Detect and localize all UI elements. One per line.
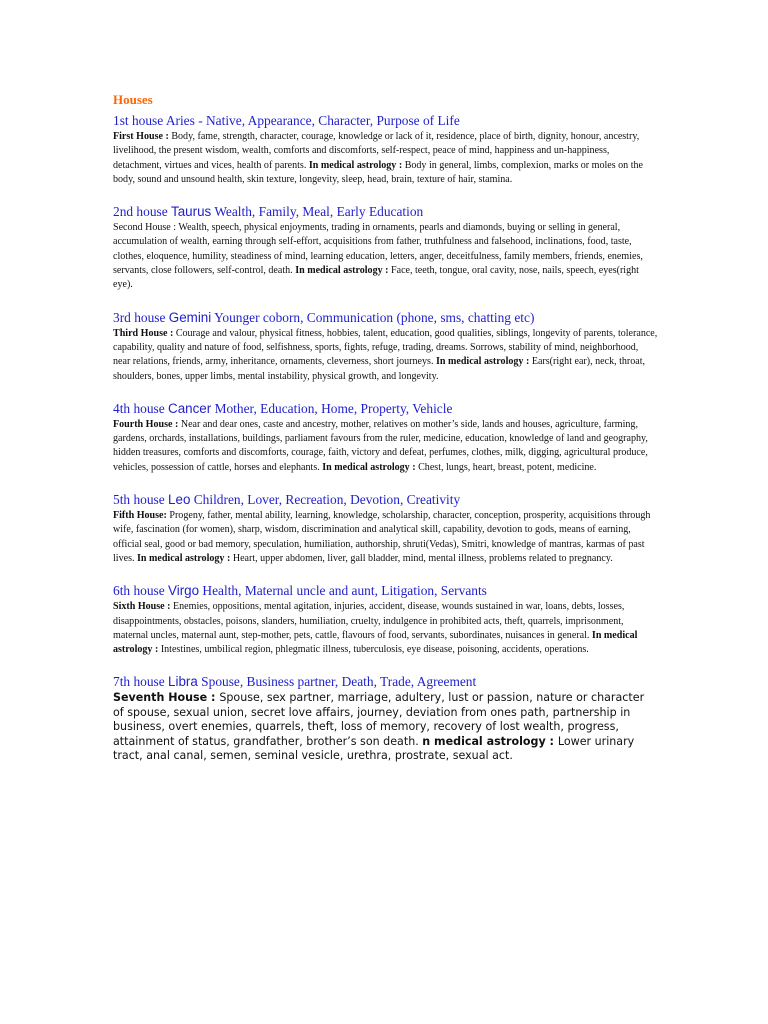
- house-text: Enemies, oppositions, mental agitation, injuries, accident, disease, wounds sustained in war, loans, debts, losses, disappointments, obstacles, poisons, slanders, humiliation, cruelty, indulgence in prohibited acts, theft, quarrels, imprisonment, maternal uncles, maternal aunt, step-mother, pets, cattle, flavours of food, servants, subordinates, nuisances in general.: [113, 601, 625, 641]
- medical-text: Ears(right ear), neck, throat, shoulders, bones, upper limbs, mental instability, physical growth, and longevity.: [113, 356, 646, 382]
- zodiac-sign: Virgo: [168, 583, 200, 599]
- house-text: Near and dear ones, caste and ancestry, mother, relatives on mother’s side, lands and houses, agriculture, farming, gardens, orchards, installations, buildings, parliament favours from the ruler, medicine, education, knowledge of land and geography, hidden treasures, comforts and discomforts, courage, faith, victory and defeat, perfumes, clothes, milk, digging, agricultural produce, vehicles, possession of cattle, horses and elephants.: [113, 418, 648, 473]
- house-topics: - Native, Appearance, Character, Purpose of Life: [194, 113, 460, 128]
- house-section-5: [113, 491, 658, 566]
- house-prefix: 6th house: [113, 583, 169, 599]
- medical-label: In medical astrology :: [113, 629, 638, 656]
- medical-label: In medical astrology :: [295, 265, 392, 277]
- house-prefix: 4th house: [113, 400, 169, 416]
- document-page: [113, 92, 658, 779]
- house-heading: [113, 491, 658, 508]
- house-heading: [113, 112, 658, 129]
- house-label: Fourth House :: [113, 418, 181, 430]
- zodiac-sign: Taurus: [171, 204, 212, 220]
- house-section-7: [113, 673, 658, 763]
- house-prefix: 7th house: [113, 674, 169, 690]
- house-topics: Health, Maternal uncle and aunt, Litigation, Servants: [199, 583, 487, 599]
- house-heading: [113, 309, 658, 326]
- house-section-1: [113, 112, 658, 187]
- document-title: Houses: [113, 92, 153, 107]
- house-heading: [113, 582, 658, 599]
- house-text: Spouse, sex partner, marriage, adultery, lust or passion, nature or character of spouse, sexual union, secret love affairs, journey, deviation from ones path, partnership in business, overt enemies, quarrels, theft, loss of memory, recovery of lost wealth, progress, attainment of status, grandfather, brother’s son death.: [113, 691, 645, 748]
- medical-label: In medical astrology :: [137, 552, 233, 564]
- house-topics: Mother, Education, Home, Property, Vehicle: [211, 400, 453, 416]
- house-text: Progeny, father, mental ability, learning, knowledge, scholarship, character, conception, prosperity, acquisitions through wife, fascination (for women), sharp, wisdom, discrimination and analytical skill, capability, devotion to gods, means of earning, official seal, good or bad memory, speculation, humiliation, authorship, shruti(Vedas), Smitri, knowledge of mantras, karmas of past lives.: [113, 510, 651, 564]
- medical-label: In medical astrology :: [308, 159, 405, 171]
- medical-label: In medical astrology :: [322, 461, 419, 473]
- house-description: [113, 327, 658, 384]
- house-topics: Children, Lover, Recreation, Devotion, Creativity: [190, 492, 461, 508]
- house-topics: Younger coborn, Communication (phone, sms, chatting etc): [211, 309, 535, 325]
- zodiac-sign: Gemini: [168, 309, 212, 325]
- house-label: Third House :: [113, 327, 176, 339]
- house-label: Second House :: [113, 222, 179, 234]
- house-prefix: 5th house: [113, 492, 169, 508]
- house-text: Body, fame, strength, character, courage, knowledge or lack of it, residence, place of birth, dignity, honour, ancestry, livelihood, the present wisdom, wealth, comforts and discomforts, self-respect, peace of mind, happiness and un-happiness, detachment, virtues and vices, health of parents.: [113, 131, 640, 171]
- house-topics: Wealth, Family, Meal, Early Education: [211, 204, 424, 220]
- house-heading: [113, 203, 658, 220]
- house-description: [113, 221, 658, 292]
- house-label: First House :: [113, 131, 172, 142]
- house-prefix: 1st house: [113, 113, 166, 128]
- medical-text: Intestines, umbilical region, phlegmatic illness, tuberculosis, eye disease, poisoning, accidents, operations.: [160, 644, 589, 656]
- house-label: Fifth House:: [113, 510, 170, 522]
- house-heading: [113, 673, 658, 690]
- house-section-6: [113, 582, 658, 657]
- house-description: [113, 691, 658, 763]
- medical-text: Face, teeth, tongue, oral cavity, nose, nails, speech, eyes(right eye).: [113, 265, 639, 291]
- zodiac-sign: Libra: [168, 674, 198, 690]
- medical-text: Lower urinary tract, anal canal, semen, seminal vesicle, urethra, prostrate, sexual act.: [113, 734, 635, 763]
- zodiac-sign: Cancer: [168, 400, 212, 416]
- zodiac-sign: Leo: [168, 492, 191, 508]
- house-description: [113, 130, 658, 187]
- medical-label: n medical astrology :: [422, 734, 558, 748]
- house-section-4: [113, 400, 658, 475]
- house-section-3: [113, 309, 658, 384]
- medical-label: In medical astrology :: [435, 356, 532, 368]
- house-description: [113, 600, 658, 657]
- house-section-2: [113, 203, 658, 292]
- house-text: Courage and valour, physical fitness, hobbies, talent, education, good qualities, siblings, longevity of parents, tolerance, capability, quality and nature of food, selfishness, sports, fights, refuge, trading, dreams. Sorrows, stability of mind, neighborhood, near relations, friends, army, inheritance, ornaments, cleverness, short journeys.: [113, 327, 658, 368]
- zodiac-sign: Aries: [165, 113, 195, 128]
- medical-text: Heart, upper abdomen, liver, gall bladder, mind, mental illness, problems related to pregnancy.: [232, 552, 613, 564]
- house-text: Wealth, speech, physical enjoyments, trading in ornaments, pearls and diamonds, buying or selling in general, accumulation of wealth, earning through self-effort, acquisitions from father, truthfulness and falsehood, inclinations, food, taste, clothes, eloquence, humility, steadiness of mind, learning education, letters, anger, deceitfulness, family members, friends, enemies, servants, close followers, self-control, death.: [113, 222, 643, 277]
- house-label: Seventh House :: [113, 691, 220, 705]
- house-heading: [113, 400, 658, 417]
- house-description: [113, 509, 658, 566]
- house-topics: Spouse, Business partner, Death, Trade, Agreement: [197, 674, 477, 690]
- house-label: Sixth House :: [113, 601, 174, 613]
- house-prefix: 3rd house: [113, 309, 169, 325]
- medical-text: Body in general, limbs, complexion, marks or moles on the body, sound and unsound health, skin texture, longevity, sleep, head, brain, texture of hair, stamina.: [113, 159, 643, 185]
- medical-text: Chest, lungs, heart, breast, potent, medicine.: [418, 461, 597, 473]
- house-prefix: 2nd house: [113, 204, 172, 220]
- house-description: [113, 418, 658, 475]
